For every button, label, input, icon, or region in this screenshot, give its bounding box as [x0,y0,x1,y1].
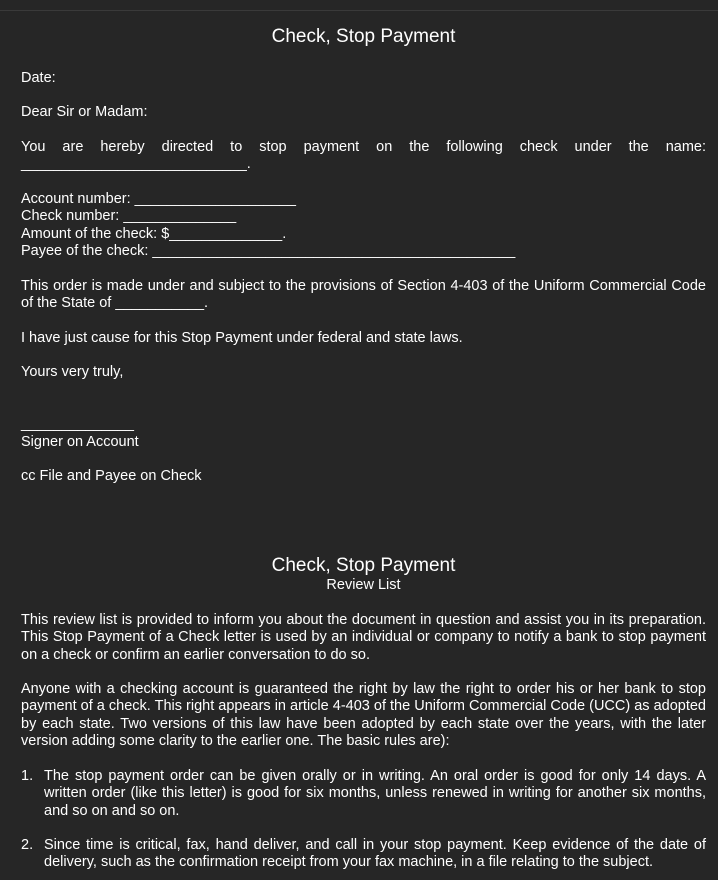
letter-title: Check, Stop Payment [271,26,456,47]
review-list-item-1 [21,768,706,820]
signature-line: ______________ [21,416,134,432]
list-item-number: 1. [21,768,34,784]
order-paragraph: This order is made under and subject to the provisions of Section 4-403 of the Uniform Commercial Code of the State of ___________. [21,278,706,312]
signer-label: Signer on Account [21,434,139,450]
review-paragraph-1: This review list is provided to inform you about the document in question and assist you in its preparation. This Stop Payment of a Check letter is used by an individual or company to notify a bank to stop payment on a check or confirm an earlier conversation to do so. [21,612,706,663]
salutation: Dear Sir or Madam: [21,104,148,120]
amount-field: Amount of the check: $______________. [21,226,287,242]
account-number-field: Account number: ____________________ [21,191,296,207]
check-number-field: Check number: ______________ [21,208,237,224]
payee-field: Payee of the check: _____________________________________________ [21,243,516,259]
list-item-number: 2. [21,837,34,853]
review-list-item-2 [21,837,706,872]
list-item-text: Since time is critical, fax, hand deliver, and call in your stop payment. Keep evidence of the date of delivery, such as the confirmation receipt from your fax machine, in a file relating to the subject. [44,837,706,871]
directive-paragraph [21,139,706,174]
window-top-border [0,0,718,11]
cause-statement: I have just cause for this Stop Payment under federal and state laws. [21,330,463,346]
directive-line-1: You are hereby directed to stop payment on the following check under the name: [21,139,706,155]
date-label: Date: [21,70,56,86]
list-item-text: The stop payment order can be given orally or in writing. An oral order is good for only 14 days. A written order (like this letter) is good for six months, unless renewed in writing for another six months, and so on and so on. [44,768,706,819]
directive-line-2: ____________________________. [21,156,251,173]
review-subtitle: Review List [326,577,401,593]
closing: Yours very truly, [21,364,124,380]
review-title: Check, Stop Payment [271,555,456,576]
cc-line: cc File and Payee on Check [21,468,202,484]
review-paragraph-2: Anyone with a checking account is guaranteed the right by law the right to order his or her bank to stop payment of a check. This right appears in article 4-403 of the Uniform Commercial Code (UCC) as adopted by each state. Two versions of this law have been adopted by each state over the years, with the later version adding some clarity to the earlier one. The basic rules are): [21,681,706,750]
